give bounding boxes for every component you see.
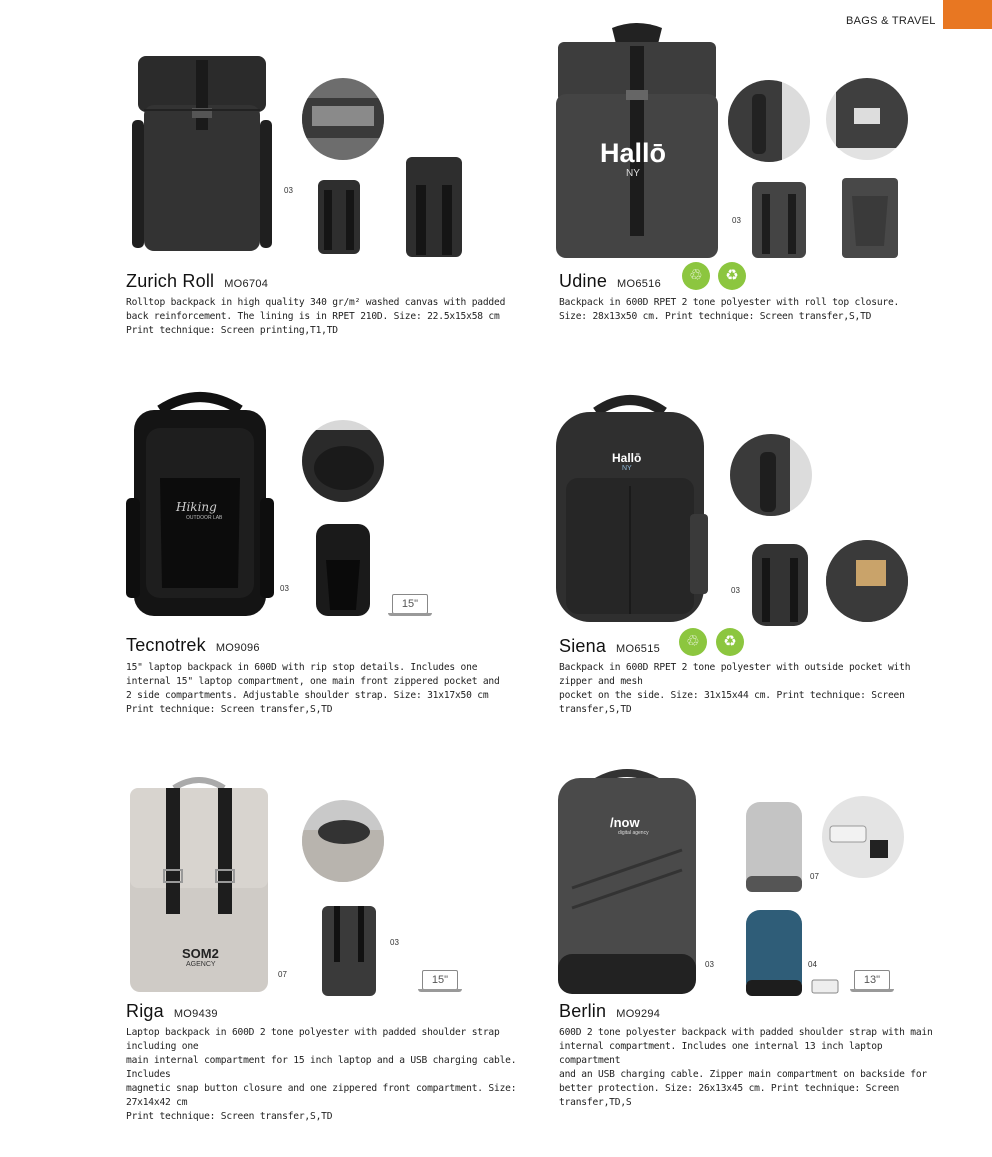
udine-back-view-image <box>748 178 810 262</box>
product-description: Backpack in 600D RPET 2 tone polyester with roll top closure. Size: 28x13x50 cm. Print technique: Screen transfer,S,TD <box>559 297 900 322</box>
riga-detail-circle <box>302 800 384 882</box>
recycle-icon: ♻ <box>716 628 744 656</box>
zurich-back-view-image <box>312 176 366 262</box>
udine-detail-circle-pocket <box>826 78 908 160</box>
product-name: Tecnotrek <box>126 635 206 655</box>
berlin-print-logo: /now <box>610 815 640 830</box>
siena-detail-circle-pocket <box>826 540 908 622</box>
tecnotrek-back-view-image <box>312 520 374 620</box>
berlin-blue-variant-image <box>742 904 806 1000</box>
tecnotrek-print-logo-sub: OUTDOOR LAB <box>186 515 223 521</box>
section-color-tab <box>943 0 992 29</box>
product-code: MO9096 <box>215 642 260 654</box>
product-description: Backpack in 600D RPET 2 tone polyester with outside pocket with zipper and mesh pocket on the side. Size: 31x15x44 cm. Print technique: Screen transfer,S,TD <box>559 662 911 715</box>
recycle-icon: ♻ <box>718 262 746 290</box>
product-description: 600D 2 tone polyester backpack with padded shoulder strap with main internal compartment. Includes one internal 13 inch laptop compartment and an USB charging cable. Zipper main compartment on backside for better protection. Size: 26x13x45 cm. Print technique: Screen transfer,TD,S <box>559 1027 933 1108</box>
product-code: MO6516 <box>617 278 662 290</box>
siena-main-backpack-image <box>540 394 720 626</box>
product-description: Laptop backpack in 600D 2 tone polyester with padded shoulder strap including one main internal compartment for 15 inch laptop and a USB charging cable. Includes magnetic snap button closure and one zippered front compartment. Size: 27x14x42 cm Print technique: Screen transfer,S,TD <box>126 1027 517 1122</box>
variant-label: 03 <box>280 584 289 593</box>
berlin-detail-circle-charger <box>822 796 904 878</box>
laptop-size-label: 15" <box>422 970 458 990</box>
udine-detail-circle-bottle <box>728 80 810 162</box>
berlin-print-logo-sub: digital agency <box>618 830 649 836</box>
udine-side-view-image <box>838 176 902 262</box>
variant-label: 03 <box>731 586 740 595</box>
variant-label: 04 <box>808 960 817 969</box>
riga-print-logo-sub: AGENCY <box>186 961 216 968</box>
zurich-main-backpack-image <box>122 50 282 265</box>
variant-label: 03 <box>284 186 293 195</box>
udine-print-logo: Hallō <box>600 138 667 168</box>
berlin-grey-variant-image <box>742 796 806 896</box>
variant-label: 03 <box>732 216 741 225</box>
recycled-bottle-icon: ♲ <box>679 628 707 656</box>
product-code: MO9294 <box>616 1008 661 1020</box>
udine-print-logo-sub: NY <box>626 168 640 179</box>
recycled-bottle-icon: ♲ <box>682 262 710 290</box>
section-label: BAGS & TRAVEL <box>846 15 936 27</box>
riga-alt-color-image <box>318 902 380 1000</box>
product-code: MO9439 <box>173 1008 218 1020</box>
variant-label: 03 <box>390 938 399 947</box>
product-name: Zurich Roll <box>126 271 215 291</box>
product-name: Siena <box>559 636 607 656</box>
tecnotrek-print-logo: Hiking <box>176 500 217 514</box>
siena-back-view-image <box>748 540 812 630</box>
laptop-size-label: 13" <box>854 970 890 990</box>
product-description: 15" laptop backpack in 600D with rip stop details. Includes one internal 15" laptop compartment, one main front zippered pocket and 2 side compartments. Adjustable shoulder strap. Size: 31x17x50 cm Print technique: Screen transfer,S,TD <box>126 662 500 715</box>
berlin-main-backpack-image <box>552 768 702 998</box>
product-name: Udine <box>559 271 608 291</box>
variant-label: 03 <box>705 960 714 969</box>
siena-print-logo-sub: NY <box>622 465 632 472</box>
product-code: MO6704 <box>224 278 269 290</box>
product-name: Berlin <box>559 1001 607 1021</box>
riga-print-logo: SOM2 <box>182 946 219 961</box>
berlin-phone-image <box>810 976 840 996</box>
product-name: Riga <box>126 1001 164 1021</box>
laptop-size-label: 15" <box>392 594 428 614</box>
siena-print-logo: Hallō <box>612 451 642 465</box>
product-code: MO6515 <box>616 643 661 655</box>
zurich-detail-circle <box>302 78 384 160</box>
siena-detail-circle-bottle <box>730 434 812 516</box>
variant-label: 07 <box>278 970 287 979</box>
variant-label: 07 <box>810 872 819 881</box>
tecnotrek-detail-circle <box>302 420 384 502</box>
zurich-side-view-image <box>398 155 470 263</box>
product-description: Rolltop backpack in high quality 340 gr/m² washed canvas with padded back reinforcement. The lining is in RPET 210D. Size: 22.5x15x58 cm Print technique: Screen printing,T1,TD <box>126 297 506 336</box>
